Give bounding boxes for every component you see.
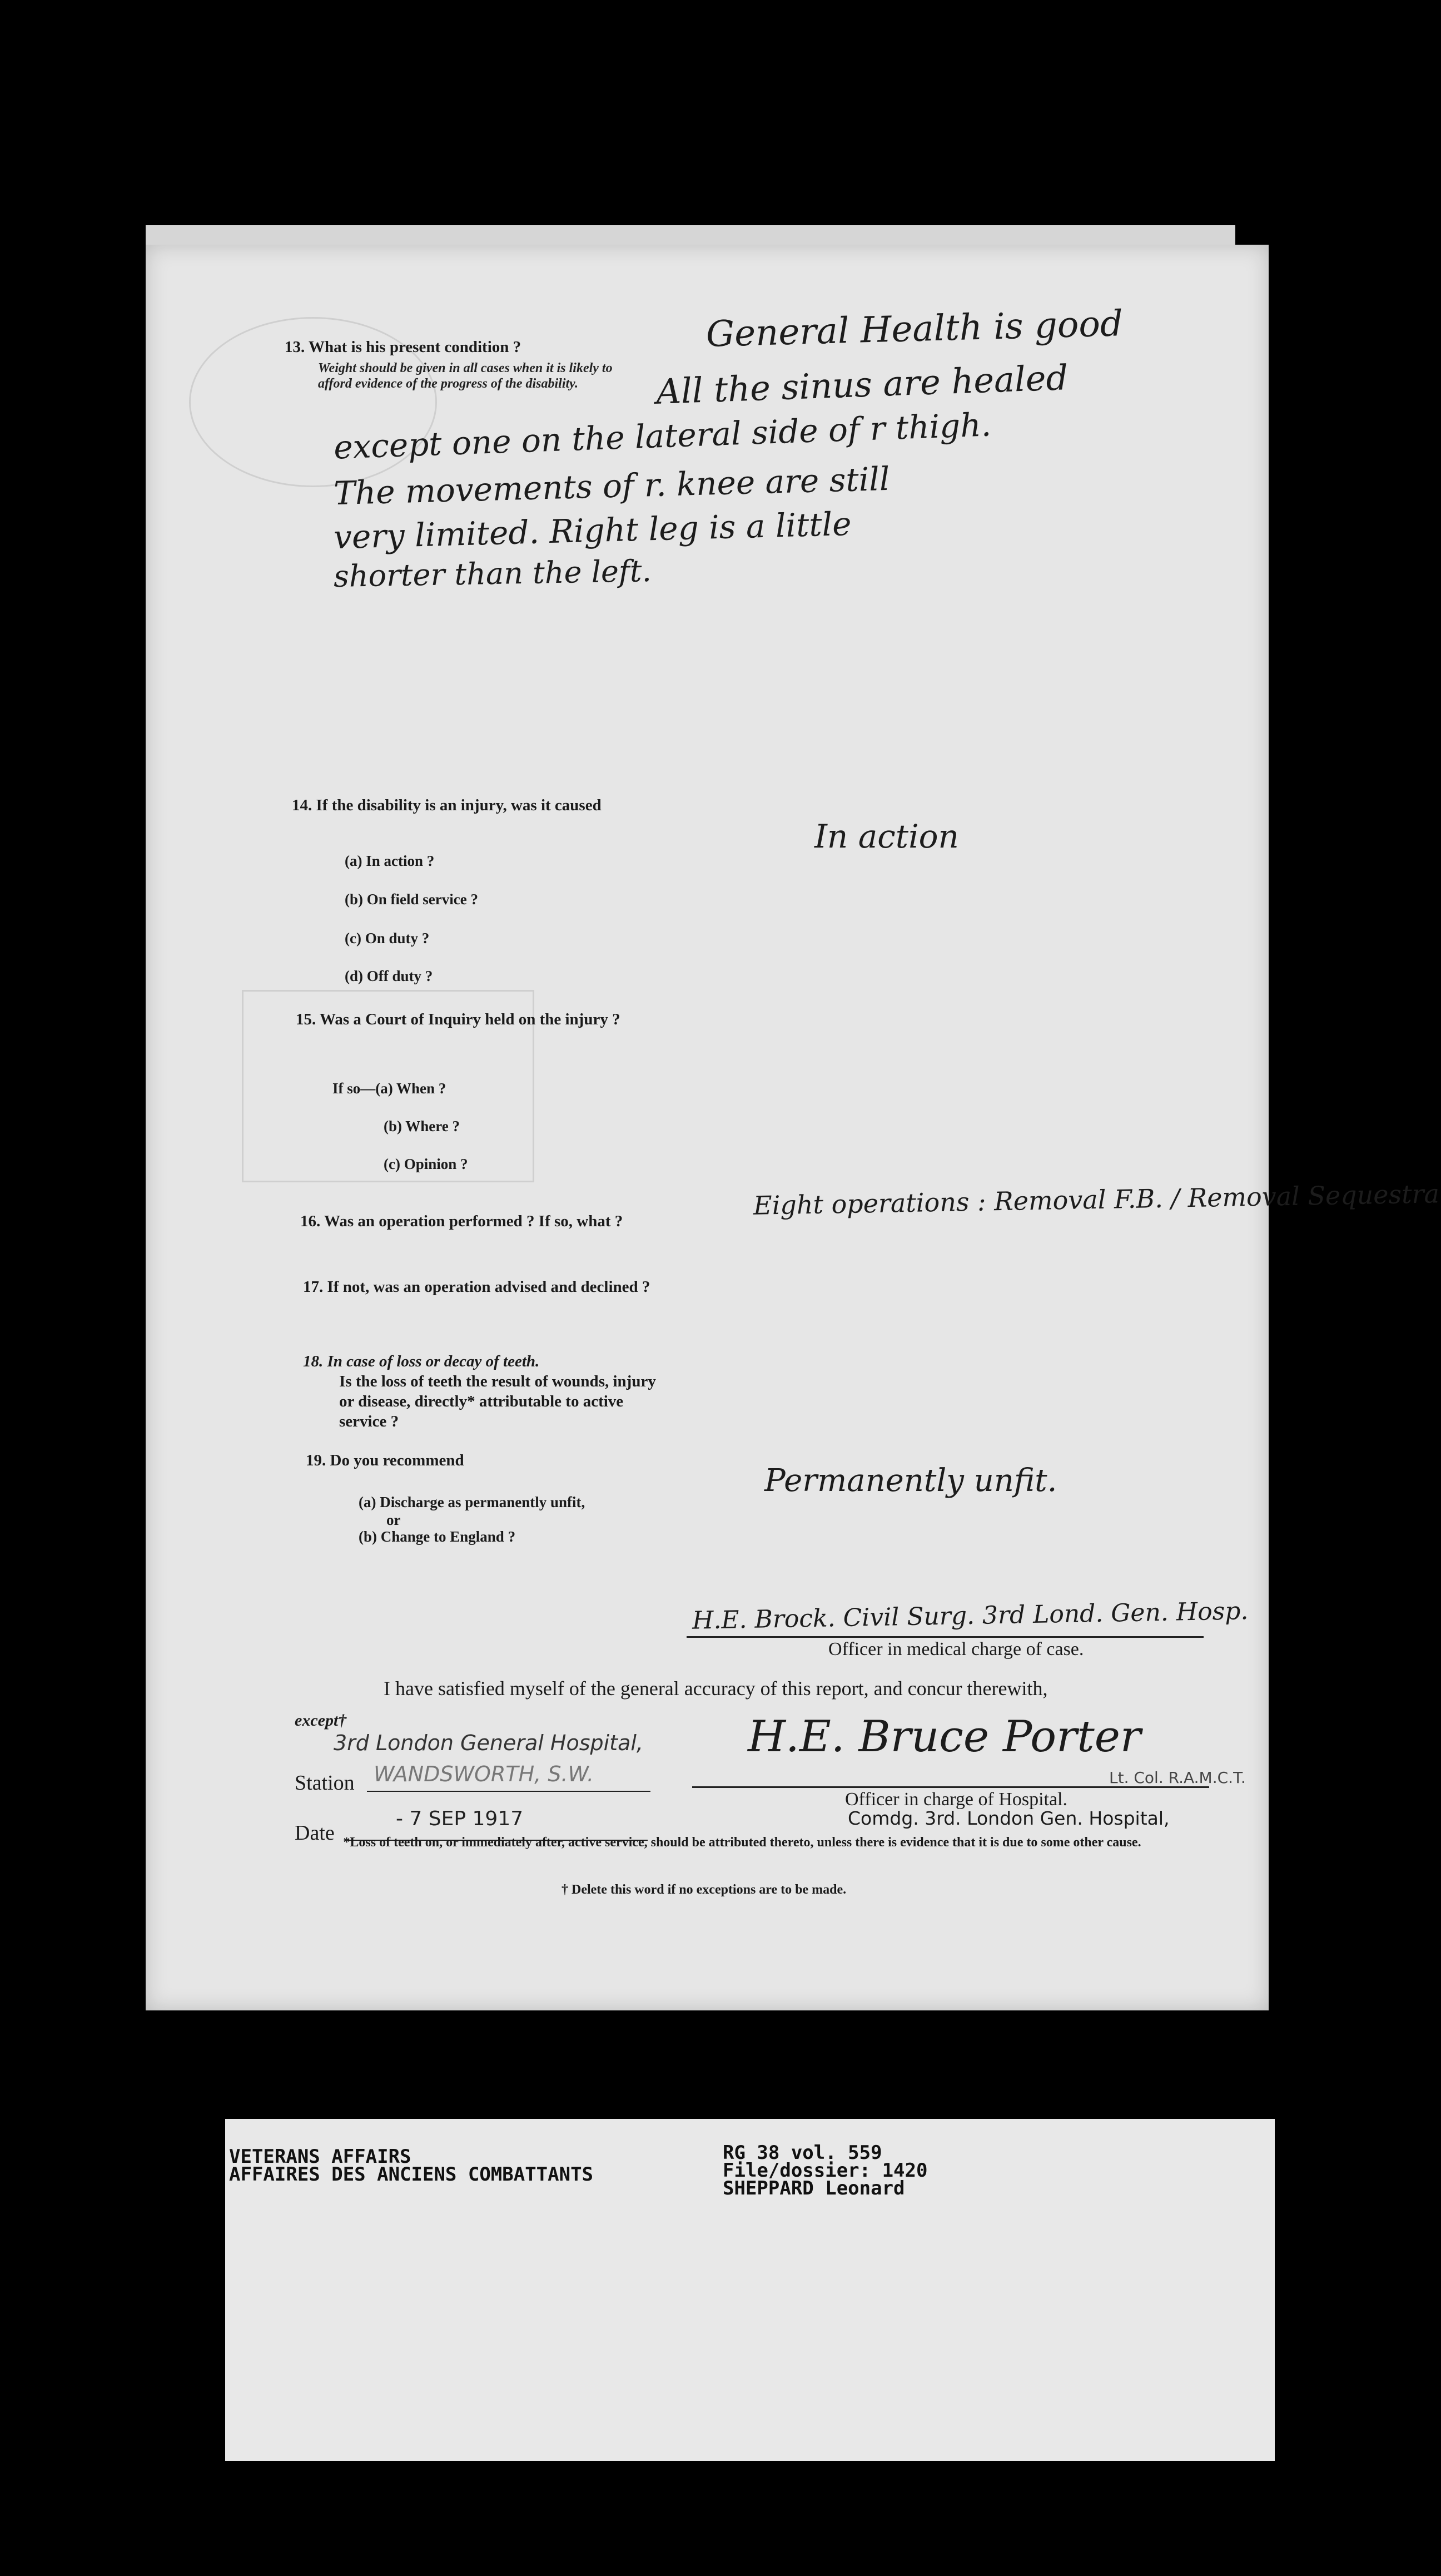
cmd-signature: H.E. Bruce Porter xyxy=(748,1712,1141,1762)
archive-tag-left-line1: VETERANS AFFAIRS xyxy=(229,2146,411,2168)
q19-answer: Permanently unfit. xyxy=(764,1463,1057,1499)
officer-signature: H.E. Brock. Civil Surg. 3rd Lond. Gen. Hosp. xyxy=(692,1597,1249,1635)
station-line xyxy=(367,1791,650,1792)
q14-option-b: (b) On field service ? xyxy=(345,891,478,908)
q14-answer: In action xyxy=(814,818,959,855)
q19-option-b: (b) Change to England ? xyxy=(359,1528,516,1545)
q15-label: 15. Was a Court of Inquiry held on the injury ? xyxy=(296,1010,620,1028)
q13-answer-line1: General Health is good xyxy=(705,303,1124,355)
q14-option-d: (d) Off duty ? xyxy=(345,968,433,984)
q13-answer-line3: except one on the lateral side of r thigh. xyxy=(333,405,992,467)
footnote-teeth: *Loss of teeth on, or immediately after, active service, should be attributed thereto, unless there is evidence that it is due to some other cause. xyxy=(343,1835,1141,1850)
officer-caption: Officer in medical charge of case. xyxy=(828,1639,1084,1659)
q15-where: (b) Where ? xyxy=(384,1118,460,1135)
q14-option-a: (a) In action ? xyxy=(345,853,435,869)
q13-label: 13. What is his present condition ? xyxy=(285,338,521,356)
q18-label-italic: 18. In case of loss or decay of teeth. xyxy=(303,1353,540,1370)
q13-answer-line5: very limited. Right leg is a little xyxy=(333,504,852,557)
q18-label: Is the loss of teeth the result of wounds, injury or disease, directly* attributable to active service ? xyxy=(339,1373,656,1430)
q16-answer: Eight operations : Removal F.B. / Removal Sequestra xyxy=(753,1178,1440,1221)
cmd-rank: Lt. Col. R.A.M.C.T. xyxy=(1109,1768,1246,1787)
q16-label: 16. Was an operation performed ? If so, what ? xyxy=(300,1212,623,1230)
concur-statement: I have satisfied myself of the general accuracy of this report, and concur therewith, xyxy=(384,1677,1048,1700)
footnote-delete: † Delete this word if no exceptions are to be made. xyxy=(562,1883,847,1897)
q17-label: 17. If not, was an operation advised and declined ? xyxy=(303,1278,650,1296)
q13-answer-line6: shorter than the left. xyxy=(333,553,652,594)
q13-note: Weight should be given in all cases when it is likely to afford evidence of the progress of the disability. xyxy=(318,361,613,391)
q15-opinion: (c) Opinion ? xyxy=(384,1156,468,1172)
cmd-caption: Officer in charge of Hospital. xyxy=(845,1789,1067,1810)
archive-tag-right-line2: File/dossier: 1420 xyxy=(723,2159,928,2182)
station-value: WANDSWORTH, S.W. xyxy=(374,1762,594,1786)
archive-tag-right-line3: SHEPPARD Leonard xyxy=(723,2177,905,2199)
q19-or: or xyxy=(386,1512,401,1528)
q15-if-so-when: If so—(a) When ? xyxy=(332,1080,446,1097)
q14-option-c: (c) On duty ? xyxy=(345,930,430,947)
q13-answer-line4: The movements of r. knee are still xyxy=(333,459,891,513)
date-value: - 7 SEP 1917 xyxy=(396,1807,524,1830)
page-top-edge xyxy=(146,225,1235,247)
archive-tag-left-line2: AFFAIRES DES ANCIENS COMBATTANTS xyxy=(229,2163,594,2186)
q13-answer-line2: All the sinus are healed xyxy=(655,357,1069,412)
q19-label: 19. Do you recommend xyxy=(306,1452,464,1469)
q19-option-a: (a) Discharge as permanently unfit, xyxy=(359,1494,585,1510)
station-label: Station xyxy=(295,1771,355,1795)
cmd-stamp: Comdg. 3rd. London Gen. Hospital, xyxy=(848,1807,1170,1829)
officer-signature-line xyxy=(687,1636,1204,1638)
q14-label: 14. If the disability is an injury, was it caused xyxy=(292,796,602,814)
archive-tag-right-line1: RG 38 vol. 559 xyxy=(723,2142,882,2164)
date-label: Date xyxy=(295,1821,335,1845)
hospital-stamp: 3rd London General Hospital, xyxy=(334,1731,643,1755)
except-label: except† xyxy=(295,1711,347,1730)
